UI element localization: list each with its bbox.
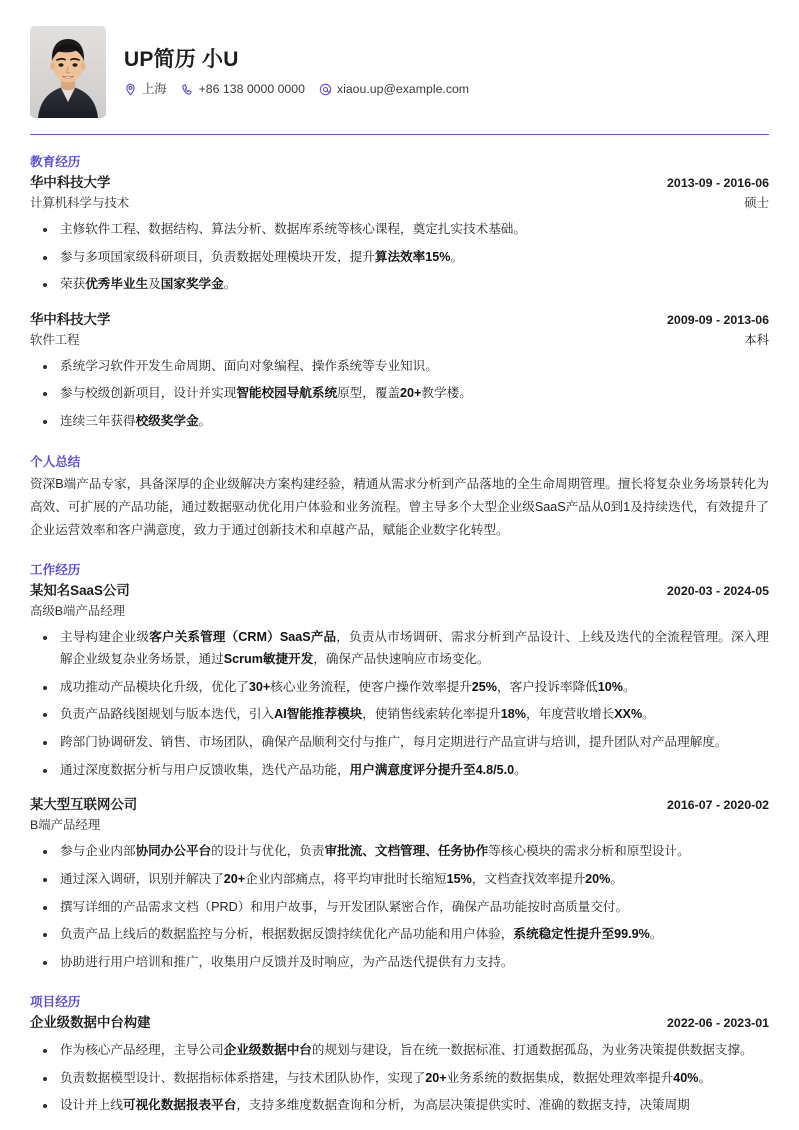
portrait-photo-icon bbox=[30, 26, 106, 118]
entry-header-row bbox=[30, 581, 769, 602]
entry-bullet-list bbox=[30, 219, 769, 296]
entry-sub-row bbox=[30, 602, 769, 621]
entry-bullet-list bbox=[30, 841, 769, 973]
entry-major: 软件工程 bbox=[30, 332, 80, 347]
bullet-item: 负责数据模型设计、数据指标体系搭建，与技术团队协作，实现了20+业务系统的数据集成，数据处理效率提升40%。 bbox=[30, 1068, 769, 1090]
bullet-item: 作为核心产品经理，主导公司企业级数据中台的规划与建设，旨在统一数据标准、打通数据孤岛，为业务决策提供数据支撑。 bbox=[30, 1040, 769, 1062]
page-title: UP简历 小U bbox=[124, 48, 239, 71]
entry-date-range: 2016-07 - 2020-02 bbox=[667, 798, 769, 813]
entry-degree: 硕士 bbox=[744, 195, 769, 210]
entry-header-row bbox=[30, 173, 769, 194]
resume-header bbox=[30, 26, 769, 134]
avatar bbox=[30, 26, 106, 118]
section-work bbox=[30, 561, 769, 973]
section-projects bbox=[30, 993, 769, 1117]
email-at-icon bbox=[319, 83, 332, 96]
entry-organization: 华中科技大学 bbox=[30, 174, 111, 190]
bullet-item: 参与企业内部协同办公平台的设计与优化，负责审批流、文档管理、任务协作等核心模块的需求分析和原型设计。 bbox=[30, 841, 769, 863]
spacer bbox=[30, 980, 769, 993]
entry-job-title: B端产品经理 bbox=[30, 817, 101, 832]
location-pin-icon bbox=[124, 83, 137, 96]
bullet-item: 撰写详细的产品需求文档（PRD）和用户故事，与开发团队紧密合作，确保产品功能按时高质量交付。 bbox=[30, 897, 769, 919]
contact-email bbox=[319, 82, 469, 97]
bullet-item: 设计并上线可视化数据报表平台，支持多维度数据查询和分析，为高层决策提供实时、准确的数据支持，决策周期 bbox=[30, 1095, 769, 1117]
entry-company: 某大型互联网公司 bbox=[30, 797, 138, 813]
section-title-summary: 个人总结 bbox=[30, 454, 81, 469]
contact-location bbox=[124, 82, 167, 97]
entry-date-range: 2013-09 - 2016-06 bbox=[667, 175, 769, 190]
entry-company: 某知名SaaS公司 bbox=[30, 583, 130, 599]
section-education bbox=[30, 153, 769, 433]
summary-paragraph: 资深B端产品专家，具备深厚的企业级解决方案构建经验，精通从需求分析到产品落地的全生命周期管理。擅长将复杂业务场景转化为高效、可扩展的产品功能，通过数据驱动优化用户体验和业务流程。曾主导多个大型企业级SaaS产品从0到1及持续迭代，有效提升了企业运营效率和客户满意度，致力于通过创新技术和卓越产品，赋能企业数字化转型。 bbox=[30, 476, 769, 537]
entry-project-name: 企业级数据中台构建 bbox=[30, 1015, 151, 1031]
phone-icon bbox=[181, 83, 194, 96]
entry-header-row bbox=[30, 310, 769, 331]
bullet-item: 负责产品上线后的数据监控与分析，根据数据反馈持续优化产品功能和用户体验，系统稳定性提升至99.9%。 bbox=[30, 924, 769, 946]
bullet-item: 成功推动产品模块化升级，优化了30+核心业务流程，使客户操作效率提升25%，客户投诉率降低10%。 bbox=[30, 677, 769, 699]
entry-bullet-list bbox=[30, 356, 769, 433]
entry-sub-row bbox=[30, 816, 769, 835]
bullet-item: 负责产品路线图规划与版本迭代，引入AI智能推荐模块，使销售线索转化率提升18%，年度营收增长XX%。 bbox=[30, 704, 769, 726]
project-entry bbox=[30, 1013, 769, 1117]
contact-phone bbox=[181, 82, 305, 97]
entry-sub-row bbox=[30, 194, 769, 213]
entry-date-range: 2020-03 - 2024-05 bbox=[667, 584, 769, 599]
section-title-work: 工作经历 bbox=[30, 563, 81, 578]
contact-email-value: xiaou.up@example.com bbox=[336, 82, 470, 97]
education-entry bbox=[30, 310, 769, 433]
contact-list bbox=[124, 82, 769, 97]
entry-date-range: 2009-09 - 2013-06 bbox=[667, 312, 769, 327]
entry-job-title: 高级B端产品经理 bbox=[30, 604, 125, 619]
contact-phone-value: +86 138 0000 0000 bbox=[198, 82, 305, 97]
entry-bullet-list bbox=[30, 1040, 769, 1117]
bullet-item: 连续三年获得校级奖学金。 bbox=[30, 411, 769, 433]
bullet-item: 参与校级创新项目，设计并实现智能校园导航系统原型，覆盖20+教学楼。 bbox=[30, 383, 769, 405]
header-text-block bbox=[124, 47, 769, 97]
header-divider bbox=[30, 134, 769, 135]
entry-header-row bbox=[30, 1013, 769, 1034]
spacer bbox=[30, 440, 769, 453]
bullet-item: 协助进行用户培训和推广，收集用户反馈并及时响应，为产品迭代提供有力支持。 bbox=[30, 952, 769, 974]
entry-date-range: 2022-06 - 2023-01 bbox=[667, 1016, 769, 1031]
work-entry bbox=[30, 795, 769, 973]
bullet-item: 主修软件工程、数据结构、算法分析、数据库系统等核心课程，奠定扎实技术基础。 bbox=[30, 219, 769, 241]
education-entry bbox=[30, 173, 769, 296]
section-summary bbox=[30, 453, 769, 542]
entry-bullet-list bbox=[30, 627, 769, 781]
work-entry bbox=[30, 581, 769, 781]
entry-header-row bbox=[30, 795, 769, 816]
bullet-item: 荣获优秀毕业生及国家奖学金。 bbox=[30, 274, 769, 296]
bullet-item: 主导构建企业级客户关系管理（CRM）SaaS产品，负责从市场调研、需求分析到产品设计、上线及迭代的全流程管理。深入理解企业级复杂业务场景，通过Scrum敏捷开发，确保产品快速响应市场变化。 bbox=[30, 627, 769, 670]
bullet-item: 通过深入调研，识别并解决了20+企业内部痛点，将平均审批时长缩短15%，文档查找效率提升20%。 bbox=[30, 869, 769, 891]
contact-location-value: 上海 bbox=[142, 82, 167, 97]
bullet-item: 通过深度数据分析与用户反馈收集，迭代产品功能，用户满意度评分提升至4.8/5.0。 bbox=[30, 760, 769, 782]
bullet-item: 跨部门协调研发、销售、市场团队，确保产品顺利交付与推广，每月定期进行产品宣讲与培训，提升团队对产品理解度。 bbox=[30, 732, 769, 754]
section-title-projects: 项目经历 bbox=[30, 995, 81, 1010]
spacer bbox=[30, 548, 769, 561]
section-title-education: 教育经历 bbox=[30, 155, 81, 169]
bullet-item: 参与多项国家级科研项目，负责数据处理模块开发，提升算法效率15%。 bbox=[30, 247, 769, 269]
entry-sub-row bbox=[30, 331, 769, 350]
bullet-item: 系统学习软件开发生命周期、面向对象编程、操作系统等专业知识。 bbox=[30, 356, 769, 378]
entry-organization: 华中科技大学 bbox=[30, 311, 111, 327]
entry-major: 计算机科学与技术 bbox=[30, 195, 130, 210]
entry-degree: 本科 bbox=[744, 332, 769, 347]
